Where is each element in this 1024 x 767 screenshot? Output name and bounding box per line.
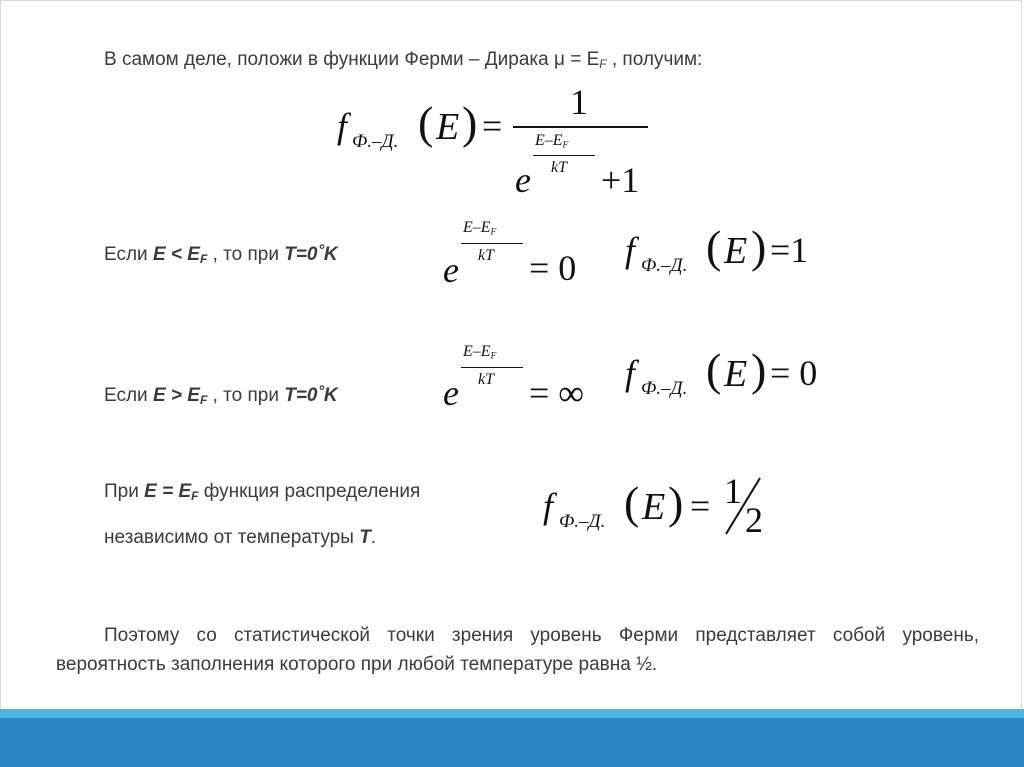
case1-exp-result: = 0 [529, 248, 577, 288]
main-f: f [337, 106, 348, 146]
case1-temp: T=0˚K [284, 244, 338, 265]
case2-e: e [443, 373, 459, 413]
case1-exp-num: $E-E_F$ [463, 219, 497, 238]
case1-e: e [443, 250, 459, 290]
case3-lpar: ( [624, 477, 640, 528]
main-arg: E [436, 106, 460, 148]
main-exp-num: $E-E_F$ [535, 132, 569, 151]
case2-arg: E [724, 353, 748, 395]
main-f-sub: Ф.–Д. [352, 131, 399, 152]
main-fraction-bar [513, 126, 648, 128]
case3-line2: независимо от температуры T. [104, 527, 377, 548]
intro-tail: , получим: [606, 49, 703, 70]
case1-exp-bar [461, 243, 523, 244]
case1-exp-den: kT [478, 247, 494, 264]
case2-cond: $E > E_F$ [152, 385, 208, 407]
intro-lead: В самом деле, положи в функции Ферми – Дирака μ = E [104, 49, 600, 70]
case2-f: f [625, 353, 636, 393]
case3-half-den: 2 [745, 500, 763, 540]
case2-temp: T=0˚K [284, 385, 338, 406]
main-rpar: ) [462, 97, 478, 148]
case1-text: Если $E < E_F$ , то при T=0˚K [104, 244, 338, 266]
case2-exp-bar [461, 367, 523, 368]
main-eq: = [482, 106, 503, 146]
case3-line1: При $E = E_F$ функция распределения [104, 481, 421, 503]
case3-temp: T [359, 527, 371, 548]
case1-f-sub: Ф.–Д. [641, 255, 688, 276]
case3-half-num: 1 [724, 471, 742, 511]
case2-lpar: ( [706, 344, 722, 395]
case3-f-sub: Ф.–Д. [559, 511, 606, 532]
intro-text [104, 49, 702, 72]
footer-stripe-dark [0, 718, 1024, 767]
footer-stripe-light [0, 709, 1024, 718]
main-lpar: ( [418, 97, 434, 148]
intro-sub: F [599, 57, 607, 71]
case1-cond: $E < E_F$ [152, 244, 208, 266]
conclusion-text: Поэтому со статистической точки зрения уровень Ферми представляет собой уровень, вероятность заполнения которого при любой температуре равна ½. [56, 625, 979, 675]
case3-eq: = [690, 486, 711, 526]
conclusion-paragraph [56, 621, 979, 679]
case2-f-sub: Ф.–Д. [641, 378, 688, 399]
main-exp-bar [533, 155, 595, 156]
case3-cond: $E = E_F$ [144, 481, 199, 503]
case2-f-result: = 0 [770, 353, 818, 393]
case1-lpar: ( [706, 221, 722, 272]
case1-f: f [625, 230, 636, 270]
case2-exp-den: kT [478, 371, 494, 388]
case3-f: f [543, 486, 554, 526]
main-exp-den: kT [551, 159, 567, 176]
case1-arg: E [724, 230, 748, 272]
main-numerator: 1 [570, 82, 588, 122]
case1-rpar: ) [751, 221, 767, 272]
case2-text: Если $E > E_F$ , то при T=0˚K [104, 385, 338, 407]
case2-rpar: ) [751, 344, 767, 395]
case3-arg: E [642, 486, 666, 528]
case2-exp-result: = ∞ [529, 373, 584, 413]
case1-f-result: =1 [770, 230, 809, 270]
main-e: e [515, 160, 531, 200]
case2-exp-num: $E-E_F$ [463, 343, 497, 362]
main-plus-one: +1 [601, 160, 640, 200]
case3-rpar: ) [668, 477, 684, 528]
